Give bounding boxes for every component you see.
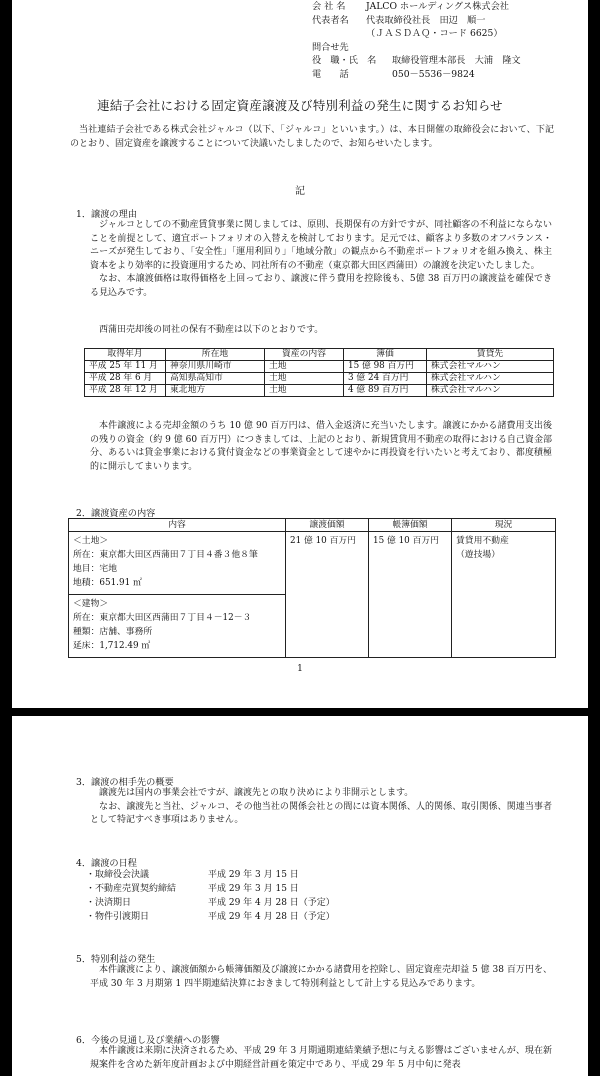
land-line: 地積：651.91 ㎡ — [73, 578, 142, 588]
header-key: 問合せ先 — [312, 41, 349, 53]
company-header — [312, 0, 521, 82]
status-line: 賃貸用不動産 — [456, 536, 509, 546]
table-cell: 高知県高知市 — [166, 373, 265, 385]
land-line: ＜土地＞ — [73, 536, 109, 546]
section-6-p1: 本件譲渡は来期に決済されるため、平成 29 年 3 月期通期連結業績予想に与える影響はございませんが、現在新規案件を含めた新年度計画および中期経営計画を策定中であり、平成 29 年 5 月中旬に発表 — [90, 1046, 552, 1070]
section-4-heading: 4．譲渡の日程 — [76, 858, 137, 869]
header-value: JALCO ホールディングス株式会社 — [366, 1, 509, 12]
table-row — [85, 385, 554, 397]
section-6-body — [90, 1045, 552, 1072]
table-cell: 土地 — [265, 373, 344, 385]
header-row — [312, 0, 521, 14]
list-item — [86, 910, 335, 924]
table-cell: 株式会社マルハン — [427, 361, 554, 373]
col-header: 資産の内容 — [265, 349, 344, 361]
table-cell: 神奈川県川崎市 — [166, 361, 265, 373]
section-3-p2: なお、譲渡先と当社、ジャルコ、その他当社の関係会社との間には資本関係、人的関係、取引関係、関連当事者として特記すべき事項はありません。 — [90, 801, 552, 826]
list-item — [86, 882, 335, 896]
intro-paragraph — [70, 124, 554, 151]
section-3-heading: 3．譲渡の相手先の概要 — [76, 777, 174, 788]
land-cell — [69, 532, 286, 595]
section-5-heading: 5．特別利益の発生 — [76, 954, 156, 965]
section-5-body — [90, 964, 552, 991]
header-key: 電 話 — [312, 68, 349, 80]
table-row — [85, 361, 554, 373]
col-header: 帳簿価額 — [369, 519, 452, 532]
col-header: 取得年月 — [85, 349, 166, 361]
ki-mark: 記 — [295, 186, 305, 197]
asset-table — [68, 518, 556, 658]
table-cell: 平成 25 年 11 月 — [85, 361, 166, 373]
page-number: 1 — [297, 664, 303, 674]
header-row — [312, 14, 521, 28]
header-row — [312, 27, 521, 41]
header-key: 会 社 名 — [312, 1, 346, 12]
table-cell: 株式会社マルハン — [427, 385, 554, 397]
table-cell: 平成 28 年 12 月 — [85, 385, 166, 397]
table-row — [69, 532, 556, 595]
list-item — [86, 868, 335, 882]
section-2-heading: 2．譲渡資産の内容 — [76, 508, 156, 519]
table-cell: 株式会社マルハン — [427, 373, 554, 385]
building-line: 延床：1,712.49 ㎡ — [73, 641, 151, 651]
header-row — [312, 54, 521, 68]
table-row — [85, 373, 554, 385]
section-1-p1: ジャルコとしての不動産賃貸事業に関しましては、原則、長期保有の方針ですが、同社顧客の不利益にならないことを前提として、適宜ポートフォリオの入替えを検討しております。足元では、顧客より多数のオフバランス・ニーズが発生しており、「安全性」「運用利回り」「地域分散」の観点から不動産ポートフォリオを組み換え、株主資本をより効率的に投資運用するため、同社所有の不動産（東京都大田区西蒲田）の譲渡を決定いたしました。 — [90, 220, 552, 271]
header-key — [312, 27, 366, 41]
status-cell — [452, 532, 556, 658]
schedule-label: ・取締役会決議 — [86, 870, 150, 880]
header-row — [312, 68, 521, 82]
schedule-date: 平成 29 年 3 月 15 日 — [208, 870, 299, 880]
property-table-header — [85, 349, 554, 361]
schedule-label: ・不動産売買契約締結 — [86, 884, 177, 894]
header-value: 取締役管理本部長 大浦 隆文 — [392, 55, 521, 67]
schedule-list — [86, 868, 335, 924]
table-cell: 4 億 89 百万円 — [344, 385, 427, 397]
building-line: 種類：店舗、事務所 — [73, 627, 153, 637]
book-value-cell: 15 億 10 百万円 — [369, 532, 452, 658]
list-item — [86, 896, 335, 910]
header-row — [312, 41, 521, 55]
section-1-p4: 本件譲渡による売却金額のうち 10 億 90 百万円は、借入金返済に充当いたします。譲渡にかかる諸費用支出後の残りの資金（約 9 億 60 百万円）につきましては、上記のとおり、新規賃貸用不動産の取得における自己資金部分、あるいは貸金事業における貸付資金などの事業資金として速やかに再投資を行いたいと考えており、都度積極的に開示してまいります。 — [90, 421, 552, 472]
schedule-date: 平成 29 年 3 月 15 日 — [208, 884, 299, 894]
section-1-p4-block — [90, 420, 552, 474]
land-line: 地目：宅地 — [73, 564, 117, 574]
table-cell: 15 億 98 百万円 — [344, 361, 427, 373]
section-1-p3-block — [90, 324, 552, 338]
col-header: 現況 — [452, 519, 556, 532]
land-line: 所在：東京都大田区西蒲田７丁目４番３他８筆 — [73, 550, 258, 560]
status-line: （遊技場） — [456, 550, 500, 560]
section-6-heading: 6．今後の見通し及び業績への影響 — [76, 1035, 220, 1046]
intro-text: 当社連結子会社である株式会社ジャルコ（以下、「ジャルコ」といいます。）は、本日開催の取締役会において、下記のとおり、固定資産を譲渡することについて決議いたしましたので、お知らせいたします。 — [70, 125, 554, 149]
header-value: 050－5536－9824 — [392, 68, 475, 80]
section-1-p2: なお、本譲渡価格は取得価格を上回っており、譲渡に伴う費用を控除後も、5億 38 百万円の譲渡益を確保できる見込みです。 — [90, 274, 552, 298]
document-title: 連結子会社における固定資産譲渡及び特別利益の発生に関するお知らせ — [97, 98, 503, 113]
section-1-p3: 西蒲田売却後の同社の保有不動産は以下のとおりです。 — [99, 325, 324, 335]
table-cell: 平成 28 年 6 月 — [85, 373, 166, 385]
table-cell: 3 億 24 百万円 — [344, 373, 427, 385]
schedule-label: ・決済期日 — [86, 898, 132, 908]
header-value: （ＪＡＳＤＡＱ・コード 6625） — [366, 28, 503, 40]
section-1-body — [90, 219, 552, 301]
table-cell: 東北地方 — [166, 385, 265, 397]
col-header: 内容 — [69, 519, 286, 532]
table-cell: 土地 — [265, 361, 344, 373]
col-header: 簿価 — [344, 349, 427, 361]
col-header: 譲渡価額 — [286, 519, 369, 532]
schedule-date: 平成 29 年 4 月 28 日（予定） — [208, 898, 335, 908]
col-header: 所在地 — [166, 349, 265, 361]
building-line: 所在：東京都大田区西蒲田７丁目４－12－３ — [73, 613, 252, 623]
schedule-label: ・物件引渡期日 — [86, 912, 150, 922]
schedule-date: 平成 29 年 4 月 28 日（予定） — [208, 912, 335, 922]
property-table — [84, 348, 554, 397]
header-value: 代表取締役社長 田辺 順一 — [366, 14, 486, 26]
table-cell: 土地 — [265, 385, 344, 397]
price-cell: 21 億 10 百万円 — [286, 532, 369, 658]
asset-table-header — [69, 519, 556, 532]
section-5-p1: 本件譲渡により、譲渡価額から帳簿価額及び譲渡にかかる諸費用を控除し、固定資産売却益 5 億 38 百万円を、平成 30 年 3 月期第 1 四半期連結決算におきまして特別利益として計上する見込みであります。 — [90, 965, 552, 989]
header-key: 代表者名 — [312, 14, 349, 26]
document-page-1 — [12, 0, 588, 708]
document-page-2 — [12, 716, 588, 1076]
section-1-heading: 1．譲渡の理由 — [76, 209, 137, 220]
section-3-p1: 譲渡先は国内の事業会社ですが、譲渡先との取り決めにより非開示とします。 — [99, 788, 414, 798]
building-cell — [69, 595, 286, 658]
building-line: ＜建物＞ — [73, 599, 109, 609]
section-3-body — [90, 787, 552, 828]
col-header: 賃貸先 — [427, 349, 554, 361]
header-key: 役 職・氏 名 — [312, 55, 377, 67]
